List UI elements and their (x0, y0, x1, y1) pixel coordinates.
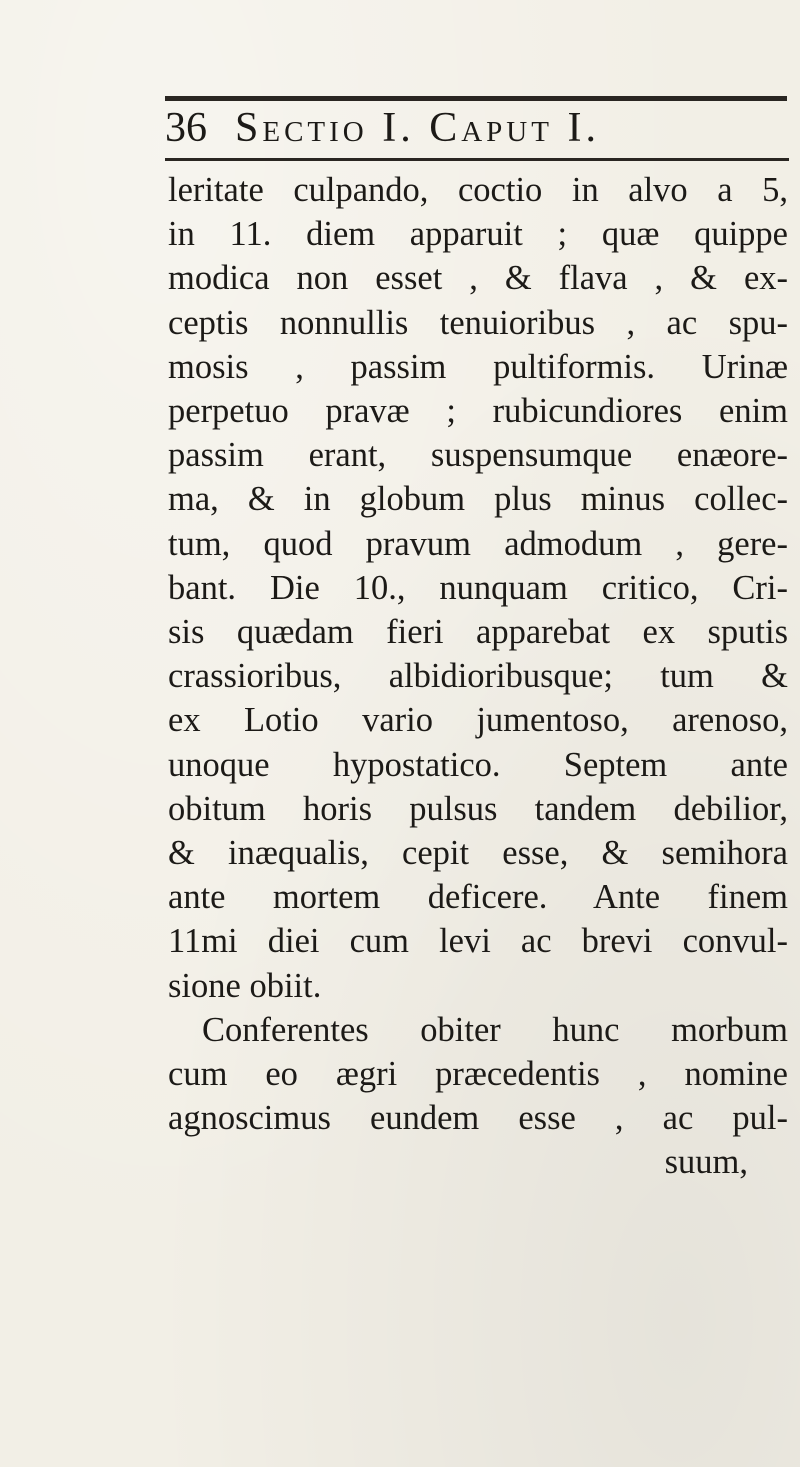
running-head (165, 104, 795, 160)
header-rule (165, 158, 789, 161)
text-line: modica non esset , & flava , & ex- (168, 259, 788, 298)
text-line: ex Lotio vario jumentoso, arenoso, (168, 701, 788, 740)
text-line: sione obiit. (168, 966, 322, 1005)
text-line: tum, quod pravum admodum , gere- (168, 524, 788, 563)
running-title: Sectio I. Caput I. (235, 105, 600, 151)
catchword-line: suum, (664, 1143, 748, 1182)
text-line: ceptis nonnullis tenuioribus , ac spu- (168, 303, 788, 342)
text-line: sis quædam fieri apparebat ex sputis (168, 613, 788, 652)
text-line: crassioribus, albidioribusque; tum & (168, 657, 788, 696)
page-number: 36 (165, 105, 207, 151)
text-line: agnoscimus eundem esse , ac pul- (168, 1099, 788, 1138)
text-line: perpetuo pravæ ; rubicundiores enim (168, 392, 788, 431)
text-line: leritate culpando, coctio in alvo a 5, (168, 171, 788, 209)
text-line: cum eo ægri præcedentis , nomine (168, 1055, 788, 1094)
text-line: passim erant, suspensumque enæore- (168, 436, 788, 475)
text-line: in 11. diem apparuit ; quæ quippe (168, 215, 788, 254)
text-line: bant. Die 10., nunquam critico, Cri- (168, 568, 788, 607)
text-line: 11mi diei cum levi ac brevi convul- (168, 922, 788, 961)
text-line: unoque hypostatico. Septem ante (168, 745, 788, 784)
paragraph-start-line: Conferentes obiter hunc morbum (202, 1010, 788, 1049)
text-line: obitum horis pulsus tandem debilior, (168, 789, 788, 828)
text-line: mosis , passim pultiformis. Urinæ (168, 347, 788, 386)
text-line: ma, & in globum plus minus collec- (168, 480, 788, 519)
body-text (168, 168, 788, 1185)
text-line: & inæqualis, cepit esse, & semihora (168, 834, 788, 873)
text-line: ante mortem deficere. Ante finem (168, 878, 788, 917)
top-rule (165, 96, 787, 101)
